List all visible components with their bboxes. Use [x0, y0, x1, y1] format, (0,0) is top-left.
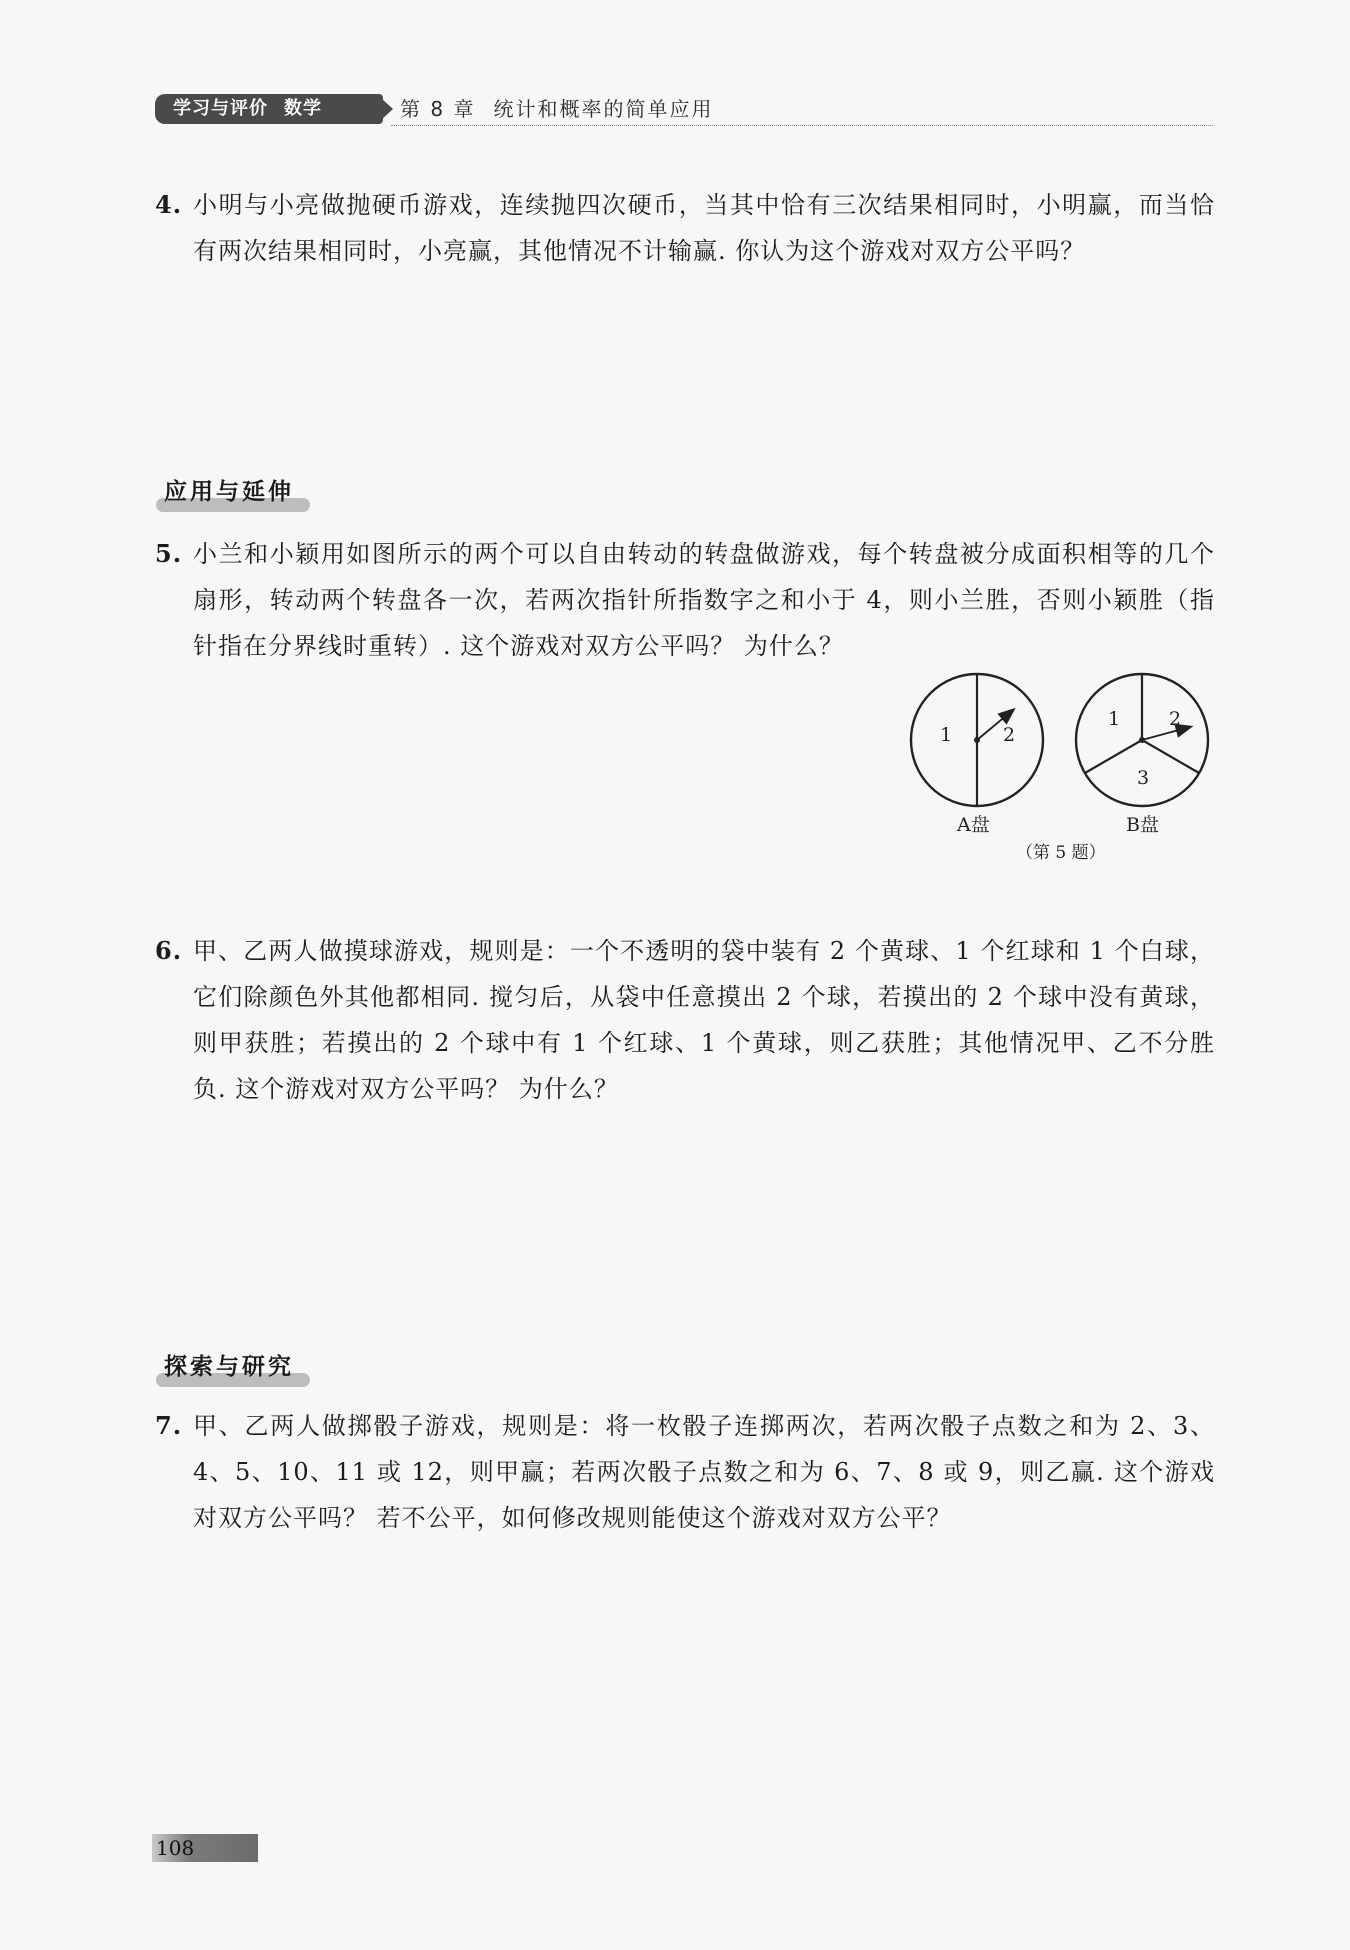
- chapter-title: 统计和概率的简单应用: [493, 97, 714, 121]
- disk-a: [911, 674, 1043, 806]
- disk-a-sector-2: 2: [1003, 724, 1016, 746]
- question-5-number: 5.: [155, 539, 183, 568]
- book-title: 学习与评价: [173, 98, 268, 119]
- section-label-exploration: 探索与研究: [158, 1353, 304, 1383]
- disk-b-sector-1: 1: [1108, 708, 1121, 730]
- question-7: [155, 1403, 1215, 1541]
- chapter-heading: [400, 94, 713, 124]
- page-header: [155, 94, 1213, 130]
- question-7-number: 7.: [155, 1411, 183, 1440]
- section-label-application: 应用与延伸: [158, 478, 304, 508]
- question-4: [155, 182, 1215, 274]
- question-5: [155, 531, 1215, 669]
- disk-a-sector-1: 1: [940, 724, 953, 746]
- page-number: 108: [156, 1836, 195, 1860]
- question-4-text: 小明与小亮做抛硬币游戏，连续抛四次硬币，当其中恰有三次结果相同时，小明赢，而当恰有两次结果相同时，小亮赢，其他情况不计输赢. 你认为这个游戏对双方公平吗？: [193, 191, 1215, 265]
- page-number-band: [152, 1834, 258, 1862]
- question-6: [155, 928, 1215, 1112]
- header-dotted-rule: [391, 125, 1213, 126]
- subject-title: 数学: [284, 98, 322, 119]
- spinner-figure: [900, 672, 1230, 872]
- disk-b-sector-3: 3: [1137, 767, 1150, 789]
- book-title-tab: [155, 94, 383, 124]
- question-6-number: 6.: [155, 936, 183, 965]
- chapter-number: 第 8 章: [400, 97, 476, 121]
- disk-b-pointer: [1142, 727, 1190, 740]
- disk-b-label: B盘: [1126, 814, 1159, 836]
- question-6-text: 甲、乙两人做摸球游戏，规则是：一个不透明的袋中装有 2 个黄球、1 个红球和 1 个白球，它们除颜色外其他都相同. 搅匀后，从袋中任意摸出 2 个球，若摸出的 2 个球中没有黄球，则甲获胜；若摸出的 2 个球中有 1 个红球、1 个黄球，则乙获胜；其他情况甲、乙不分胜负. 这个游戏对双方公平吗？ 为什么？: [193, 937, 1215, 1103]
- disk-a-label: A盘: [957, 814, 990, 836]
- question-4-number: 4.: [155, 190, 183, 219]
- disk-b-sector-2: 2: [1169, 708, 1182, 730]
- figure-caption: （第 5 题）: [1016, 843, 1106, 863]
- question-7-text: 甲、乙两人做掷骰子游戏，规则是：将一枚骰子连掷两次，若两次骰子点数之和为 2、3、4、5、10、11 或 12，则甲赢；若两次骰子点数之和为 6、7、8 或 9，则乙赢. 这个游戏对双方公平吗？ 若不公平，如何修改规则能使这个游戏对双方公平？: [193, 1412, 1215, 1532]
- question-5-text: 小兰和小颖用如图所示的两个可以自由转动的转盘做游戏，每个转盘被分成面积相等的几个扇形，转动两个转盘各一次，若两次指针所指数字之和小于 4，则小兰胜，否则小颖胜（指针指在分界线时重转）. 这个游戏对双方公平吗？ 为什么？: [193, 540, 1215, 660]
